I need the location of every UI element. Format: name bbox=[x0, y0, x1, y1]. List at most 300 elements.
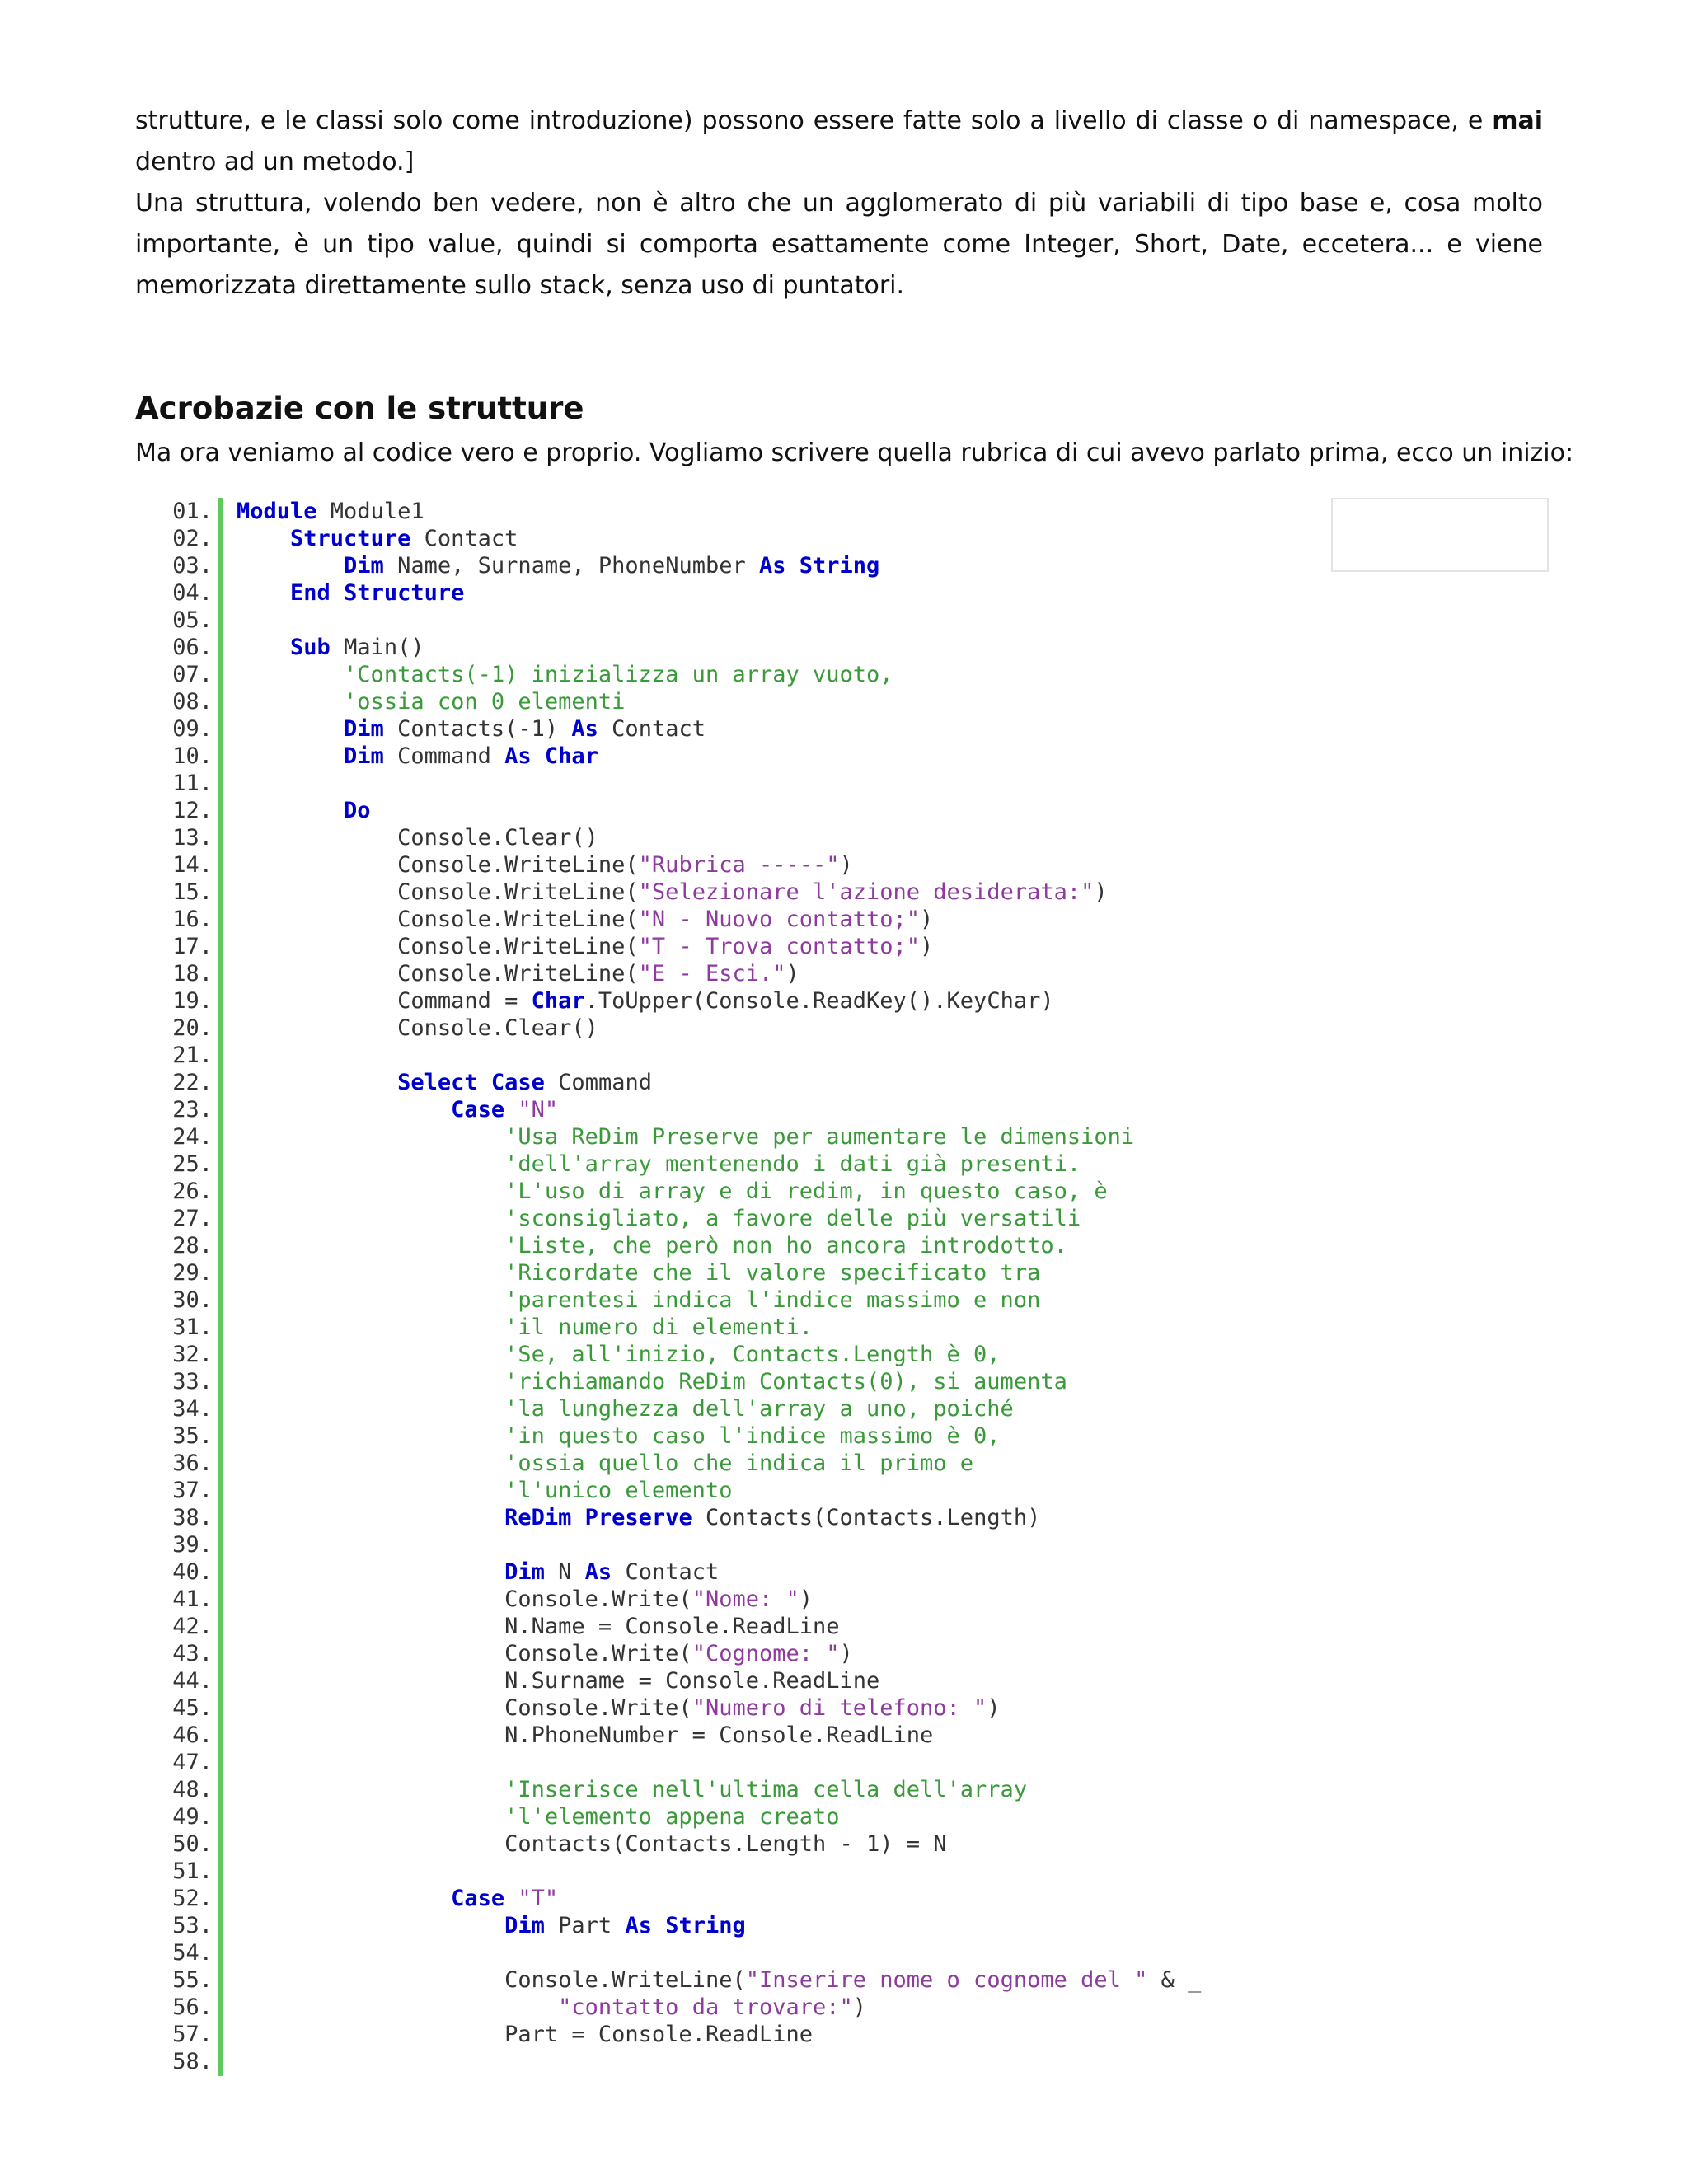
code-token bbox=[237, 580, 290, 606]
code-token bbox=[237, 1206, 504, 1231]
code-keyword: Dim bbox=[504, 1559, 545, 1585]
code-token bbox=[237, 743, 344, 769]
line-number: 10. bbox=[172, 743, 213, 769]
line-number: 33. bbox=[172, 1369, 213, 1394]
code-text bbox=[237, 1776, 1027, 1803]
intro-p1-bold: mai bbox=[1492, 106, 1543, 135]
code-line bbox=[0, 1912, 1688, 1939]
code-line bbox=[0, 661, 1688, 688]
code-line bbox=[0, 1694, 1688, 1722]
code-keyword: Case bbox=[490, 1070, 545, 1095]
code-token: Console.WriteLine( bbox=[237, 852, 639, 878]
code-text bbox=[237, 661, 893, 688]
line-number: 18. bbox=[172, 961, 213, 987]
code-line bbox=[0, 1722, 1688, 1749]
code-token: Name, Surname, PhoneNumber bbox=[383, 553, 759, 579]
code-line bbox=[0, 1667, 1688, 1694]
code-token: N.Name = Console.ReadLine bbox=[237, 1614, 840, 1639]
code-text bbox=[237, 498, 424, 525]
code-line bbox=[0, 960, 1688, 987]
code-token: Console.WriteLine( bbox=[237, 1967, 746, 1993]
code-keyword: Sub bbox=[290, 635, 331, 660]
line-number: 40. bbox=[172, 1559, 213, 1585]
code-comment: 'Liste, che però non ho ancora introdotto. bbox=[504, 1233, 1067, 1258]
code-line bbox=[0, 1314, 1688, 1341]
code-token: Contact bbox=[598, 716, 706, 742]
code-token bbox=[571, 1505, 584, 1530]
line-number: 43. bbox=[172, 1641, 213, 1666]
code-line bbox=[0, 579, 1688, 607]
code-text bbox=[237, 1259, 1040, 1286]
code-line bbox=[0, 688, 1688, 715]
code-token: Console.Write( bbox=[237, 1641, 692, 1666]
code-comment: 'in questo caso l'indice massimo è 0, bbox=[504, 1423, 1001, 1449]
code-comment: 'l'unico elemento bbox=[504, 1478, 733, 1503]
code-line bbox=[0, 1232, 1688, 1259]
code-token: Console.Clear() bbox=[237, 825, 598, 851]
code-text bbox=[237, 525, 518, 552]
line-number: 02. bbox=[172, 526, 213, 551]
line-number: 19. bbox=[172, 988, 213, 1014]
code-text bbox=[237, 1830, 947, 1858]
code-text bbox=[237, 1477, 732, 1504]
code-line bbox=[0, 987, 1688, 1015]
code-line bbox=[0, 1259, 1688, 1286]
code-line bbox=[0, 1586, 1688, 1613]
code-string: "Numero di telefono: " bbox=[692, 1695, 987, 1721]
code-token bbox=[237, 1777, 504, 1802]
code-comment: 'Se, all'inizio, Contacts.Length è 0, bbox=[504, 1342, 1001, 1367]
code-line bbox=[0, 2021, 1688, 2048]
code-token: ) bbox=[785, 961, 799, 987]
code-comment: 'ossia quello che indica il primo e bbox=[504, 1451, 974, 1476]
code-line bbox=[0, 1803, 1688, 1830]
code-token bbox=[237, 1233, 504, 1258]
code-token: Console.Clear() bbox=[237, 1015, 598, 1041]
code-string: "N" bbox=[518, 1097, 559, 1122]
code-token: Console.WriteLine( bbox=[237, 961, 639, 987]
code-token bbox=[237, 1369, 504, 1394]
code-token: Console.WriteLine( bbox=[237, 907, 639, 932]
line-number: 24. bbox=[172, 1124, 213, 1150]
code-text bbox=[237, 1314, 813, 1341]
code-line bbox=[0, 1015, 1688, 1042]
line-number: 28. bbox=[172, 1233, 213, 1258]
line-number: 04. bbox=[172, 580, 213, 606]
code-token bbox=[504, 1886, 518, 1911]
code-comment: 'la lunghezza dell'array a uno, poiché bbox=[504, 1396, 1014, 1422]
code-comment: 'sconsigliato, a favore delle più versatili bbox=[504, 1206, 1081, 1231]
code-token bbox=[504, 1097, 518, 1122]
line-number: 44. bbox=[172, 1668, 213, 1694]
code-line bbox=[0, 1422, 1688, 1450]
code-keyword: Char bbox=[544, 743, 598, 769]
line-number: 53. bbox=[172, 1913, 213, 1938]
line-number: 17. bbox=[172, 934, 213, 959]
code-text bbox=[237, 1096, 558, 1123]
code-token: Contacts(-1) bbox=[383, 716, 572, 742]
code-token: ) bbox=[852, 1994, 867, 2020]
line-number: 45. bbox=[172, 1695, 213, 1721]
code-line bbox=[0, 1939, 1688, 1966]
code-comment: 'il numero di elementi. bbox=[504, 1315, 813, 1340]
intro-text bbox=[135, 101, 1543, 307]
code-line bbox=[0, 1042, 1688, 1069]
section-lead: Ma ora veniamo al codice vero e proprio. Vogliamo scrivere quella rubrica di cui avevo parlato prima, ecco un inizio: bbox=[135, 438, 1574, 467]
code-token bbox=[237, 1478, 504, 1503]
code-token: Part bbox=[544, 1913, 626, 1938]
code-text bbox=[237, 879, 1108, 906]
code-token: ) bbox=[920, 907, 934, 932]
code-line bbox=[0, 607, 1688, 634]
code-token bbox=[237, 635, 290, 660]
code-token bbox=[237, 662, 344, 687]
line-number: 29. bbox=[172, 1260, 213, 1286]
code-keyword: Dim bbox=[344, 743, 384, 769]
intro-p1-end: dentro ad un metodo.] bbox=[135, 148, 415, 176]
code-keyword: As bbox=[625, 1913, 652, 1938]
code-comment: 'l'elemento appena creato bbox=[504, 1804, 840, 1830]
code-keyword: ReDim bbox=[504, 1505, 572, 1530]
code-line bbox=[0, 1640, 1688, 1667]
code-keyword: Case bbox=[451, 1097, 505, 1122]
line-number: 56. bbox=[172, 1994, 213, 2020]
line-number: 52. bbox=[172, 1886, 213, 1911]
code-token bbox=[237, 1124, 504, 1150]
code-keyword: End bbox=[290, 580, 331, 606]
line-number: 08. bbox=[172, 689, 213, 715]
code-line bbox=[0, 1504, 1688, 1531]
line-number: 37. bbox=[172, 1478, 213, 1503]
code-string: "T" bbox=[518, 1886, 559, 1911]
line-number: 03. bbox=[172, 553, 213, 579]
line-number: 31. bbox=[172, 1315, 213, 1340]
code-string: "Inserire nome o cognome del " bbox=[745, 1967, 1148, 1993]
code-token bbox=[237, 1287, 504, 1313]
code-line bbox=[0, 797, 1688, 824]
code-text bbox=[237, 851, 853, 879]
line-number: 01. bbox=[172, 499, 213, 524]
code-token bbox=[237, 1886, 451, 1911]
code-token: Main() bbox=[330, 635, 424, 660]
code-token bbox=[237, 1505, 504, 1530]
code-line bbox=[0, 1341, 1688, 1368]
code-line bbox=[0, 2048, 1688, 2075]
code-text bbox=[237, 579, 464, 607]
line-number: 20. bbox=[172, 1015, 213, 1041]
line-number: 12. bbox=[172, 798, 213, 823]
code-text bbox=[237, 1722, 933, 1749]
code-token bbox=[237, 1151, 504, 1177]
code-line bbox=[0, 1613, 1688, 1640]
code-line bbox=[0, 1151, 1688, 1178]
code-line bbox=[0, 851, 1688, 879]
code-keyword: Char bbox=[531, 988, 585, 1014]
code-line bbox=[0, 770, 1688, 797]
section-title: Acrobazie con le strutture bbox=[135, 391, 584, 426]
code-text bbox=[237, 743, 598, 770]
code-token bbox=[237, 1559, 504, 1585]
line-number: 26. bbox=[172, 1179, 213, 1204]
code-comment: 'Ricordate che il valore specificato tra bbox=[504, 1260, 1041, 1286]
code-text bbox=[237, 1205, 1081, 1232]
code-text bbox=[237, 1994, 866, 2021]
line-number: 32. bbox=[172, 1342, 213, 1367]
code-text bbox=[237, 715, 706, 743]
code-line bbox=[0, 1966, 1688, 1994]
code-keyword: As bbox=[584, 1559, 612, 1585]
line-number: 58. bbox=[172, 2049, 213, 2074]
code-text bbox=[237, 1504, 1040, 1531]
code-text bbox=[237, 1613, 840, 1640]
line-number: 21. bbox=[172, 1043, 213, 1068]
code-text bbox=[237, 1015, 598, 1042]
line-number: 50. bbox=[172, 1831, 213, 1857]
code-text bbox=[237, 1151, 1081, 1178]
code-keyword: Structure bbox=[290, 526, 411, 551]
code-keyword: As bbox=[571, 716, 598, 742]
line-number: 13. bbox=[172, 825, 213, 851]
code-line bbox=[0, 1749, 1688, 1776]
code-token: Contacts(Contacts.Length - 1) = N bbox=[237, 1831, 947, 1857]
code-comment: 'dell'array mentenendo i dati già presenti. bbox=[504, 1151, 1081, 1177]
code-toolbar-box[interactable] bbox=[1331, 498, 1549, 572]
code-text bbox=[237, 1885, 558, 1912]
line-number: 54. bbox=[172, 1940, 213, 1966]
code-token: Console.Write( bbox=[237, 1695, 692, 1721]
code-token: Command bbox=[544, 1070, 652, 1095]
code-token: ) bbox=[839, 1641, 853, 1666]
code-token bbox=[237, 1913, 504, 1938]
intro-p1-start: strutture, e le classi solo come introduzione) possono essere fatte solo a livello di classe o di namespace, e bbox=[135, 106, 1493, 135]
code-text bbox=[237, 634, 424, 661]
code-text bbox=[237, 1450, 973, 1477]
line-number: 09. bbox=[172, 716, 213, 742]
code-keyword: Preserve bbox=[584, 1505, 692, 1530]
code-line bbox=[0, 1477, 1688, 1504]
code-line bbox=[0, 1885, 1688, 1912]
code-token: Contact bbox=[410, 526, 518, 551]
code-token: .ToUpper(Console.ReadKey().KeyChar) bbox=[584, 988, 1054, 1014]
line-number: 55. bbox=[172, 1967, 213, 1993]
code-token: ) bbox=[987, 1695, 1001, 1721]
code-token: & _ bbox=[1147, 1967, 1202, 1993]
code-line bbox=[0, 1069, 1688, 1096]
code-text bbox=[237, 987, 1054, 1015]
code-comment: 'Contacts(-1) inizializza un array vuoto, bbox=[344, 662, 893, 687]
code-line bbox=[0, 1178, 1688, 1205]
line-number: 07. bbox=[172, 662, 213, 687]
code-token: ) bbox=[920, 934, 934, 959]
code-token bbox=[237, 526, 290, 551]
code-line bbox=[0, 1531, 1688, 1558]
code-text bbox=[237, 552, 879, 579]
code-token bbox=[237, 798, 344, 823]
code-line bbox=[0, 1558, 1688, 1586]
code-string: "Cognome: " bbox=[692, 1641, 840, 1666]
code-comment: 'Inserisce nell'ultima cella dell'array bbox=[504, 1777, 1028, 1802]
code-line bbox=[0, 1830, 1688, 1858]
line-number: 14. bbox=[172, 852, 213, 878]
code-text bbox=[237, 1586, 813, 1613]
line-number: 16. bbox=[172, 907, 213, 932]
code-keyword: Dim bbox=[504, 1913, 545, 1938]
code-line bbox=[0, 1368, 1688, 1395]
code-line bbox=[0, 715, 1688, 743]
code-text bbox=[237, 1966, 1201, 1994]
code-token bbox=[237, 1315, 504, 1340]
code-token bbox=[237, 1451, 504, 1476]
code-token bbox=[478, 1070, 491, 1095]
line-number: 30. bbox=[172, 1287, 213, 1313]
line-number: 39. bbox=[172, 1532, 213, 1558]
intro-paragraph-1 bbox=[135, 101, 1543, 183]
code-token bbox=[237, 1179, 504, 1204]
code-string: "Nome: " bbox=[692, 1586, 799, 1612]
code-token bbox=[237, 716, 344, 742]
code-line bbox=[0, 1286, 1688, 1314]
code-text bbox=[237, 1395, 1014, 1422]
code-comment: 'ossia con 0 elementi bbox=[344, 689, 626, 715]
code-text bbox=[237, 1422, 1001, 1450]
code-token bbox=[786, 553, 799, 579]
code-line bbox=[0, 1395, 1688, 1422]
line-number: 27. bbox=[172, 1206, 213, 1231]
code-text bbox=[237, 1912, 746, 1939]
code-line bbox=[0, 906, 1688, 933]
code-text bbox=[237, 906, 933, 933]
code-token: ) bbox=[839, 852, 853, 878]
line-number: 48. bbox=[172, 1777, 213, 1802]
code-token: Module1 bbox=[316, 499, 424, 524]
code-string: "Rubrica -----" bbox=[638, 852, 840, 878]
code-text bbox=[237, 960, 799, 987]
line-number: 23. bbox=[172, 1097, 213, 1122]
code-text bbox=[237, 1694, 1001, 1722]
line-number: 47. bbox=[172, 1750, 213, 1775]
line-number: 05. bbox=[172, 607, 213, 633]
line-number: 35. bbox=[172, 1423, 213, 1449]
code-keyword: Dim bbox=[344, 553, 384, 579]
code-comment: 'richiamando ReDim Contacts(0), si aumenta bbox=[504, 1369, 1067, 1394]
code-token: Command = bbox=[237, 988, 532, 1014]
code-token: Part = Console.ReadLine bbox=[237, 2022, 813, 2047]
line-number: 38. bbox=[172, 1505, 213, 1530]
code-line bbox=[0, 1123, 1688, 1151]
code-token: N.Surname = Console.ReadLine bbox=[237, 1668, 880, 1694]
code-line bbox=[0, 1776, 1688, 1803]
code-text bbox=[237, 1232, 1067, 1259]
code-token: Console.Write( bbox=[237, 1586, 692, 1612]
code-line bbox=[0, 1450, 1688, 1477]
code-token bbox=[237, 1342, 504, 1367]
code-string: "contatto da trovare:" bbox=[558, 1994, 853, 2020]
line-number: 57. bbox=[172, 2022, 213, 2047]
code-token bbox=[237, 1994, 558, 2020]
code-comment: 'L'uso di array e di redim, in questo caso, è bbox=[504, 1179, 1108, 1204]
code-comment: 'parentesi indica l'indice massimo e non bbox=[504, 1287, 1041, 1313]
code-token bbox=[237, 1396, 504, 1422]
code-keyword: As bbox=[504, 743, 532, 769]
line-number: 51. bbox=[172, 1858, 213, 1884]
code-text bbox=[237, 824, 598, 851]
code-token: Command bbox=[383, 743, 505, 769]
line-number: 49. bbox=[172, 1804, 213, 1830]
code-token bbox=[237, 553, 344, 579]
code-keyword: String bbox=[799, 553, 880, 579]
code-line bbox=[0, 743, 1688, 770]
code-token: Contact bbox=[612, 1559, 720, 1585]
code-text bbox=[237, 2021, 813, 2048]
code-token: Console.WriteLine( bbox=[237, 934, 639, 959]
code-comment: 'Usa ReDim Preserve per aumentare le dimensioni bbox=[504, 1124, 1135, 1150]
code-keyword: Structure bbox=[344, 580, 465, 606]
code-text bbox=[237, 1286, 1040, 1314]
code-token: Contacts(Contacts.Length) bbox=[692, 1505, 1041, 1530]
code-text bbox=[237, 1123, 1134, 1151]
line-number: 42. bbox=[172, 1614, 213, 1639]
code-token: N.PhoneNumber = Console.ReadLine bbox=[237, 1722, 934, 1748]
code-token bbox=[237, 689, 344, 715]
line-number: 22. bbox=[172, 1070, 213, 1095]
code-keyword: Select bbox=[397, 1070, 478, 1095]
code-line bbox=[0, 634, 1688, 661]
code-text bbox=[237, 1558, 719, 1586]
code-line bbox=[0, 824, 1688, 851]
code-line bbox=[0, 879, 1688, 906]
code-line bbox=[0, 1205, 1688, 1232]
code-keyword: Do bbox=[344, 798, 371, 823]
code-text bbox=[237, 933, 933, 960]
code-token bbox=[237, 1423, 504, 1449]
code-token: ) bbox=[1094, 879, 1108, 905]
code-token bbox=[237, 1097, 451, 1122]
code-token: N bbox=[544, 1559, 585, 1585]
code-string: "N - Nuovo contatto;" bbox=[638, 907, 921, 932]
code-line bbox=[0, 1994, 1688, 2021]
code-text bbox=[237, 1667, 879, 1694]
code-keyword: As bbox=[758, 553, 786, 579]
code-token bbox=[237, 1804, 504, 1830]
code-line bbox=[0, 1096, 1688, 1123]
code-token: ) bbox=[799, 1586, 813, 1612]
code-text bbox=[237, 1069, 652, 1096]
code-token bbox=[237, 1260, 504, 1286]
line-number: 11. bbox=[172, 771, 213, 796]
line-number: 25. bbox=[172, 1151, 213, 1177]
code-keyword: Dim bbox=[344, 716, 384, 742]
code-text bbox=[237, 1178, 1108, 1205]
code-token bbox=[237, 1070, 397, 1095]
code-block bbox=[0, 498, 1688, 2075]
line-number: 34. bbox=[172, 1396, 213, 1422]
code-string: "E - Esci." bbox=[638, 961, 786, 987]
code-keyword: String bbox=[665, 1913, 746, 1938]
code-keyword: Module bbox=[237, 499, 317, 524]
intro-paragraph-2: Una struttura, volendo ben vedere, non è altro che un agglomerato di più variabili di tipo base e, cosa molto importante, è un tipo value, quindi si comporta esattamente come Integer, Short, Date, eccetera... e viene memorizzata direttamente sullo stack, senza uso di puntatori. bbox=[135, 189, 1543, 300]
code-line bbox=[0, 933, 1688, 960]
code-text bbox=[237, 797, 371, 824]
code-line bbox=[0, 1858, 1688, 1885]
code-token bbox=[331, 580, 344, 606]
code-text bbox=[237, 1368, 1067, 1395]
code-token bbox=[532, 743, 545, 769]
code-token: Console.WriteLine( bbox=[237, 879, 639, 905]
code-text bbox=[237, 688, 625, 715]
code-string: "T - Trova contatto;" bbox=[638, 934, 921, 959]
code-text bbox=[237, 1341, 1001, 1368]
code-string: "Selezionare l'azione desiderata:" bbox=[638, 879, 1095, 905]
